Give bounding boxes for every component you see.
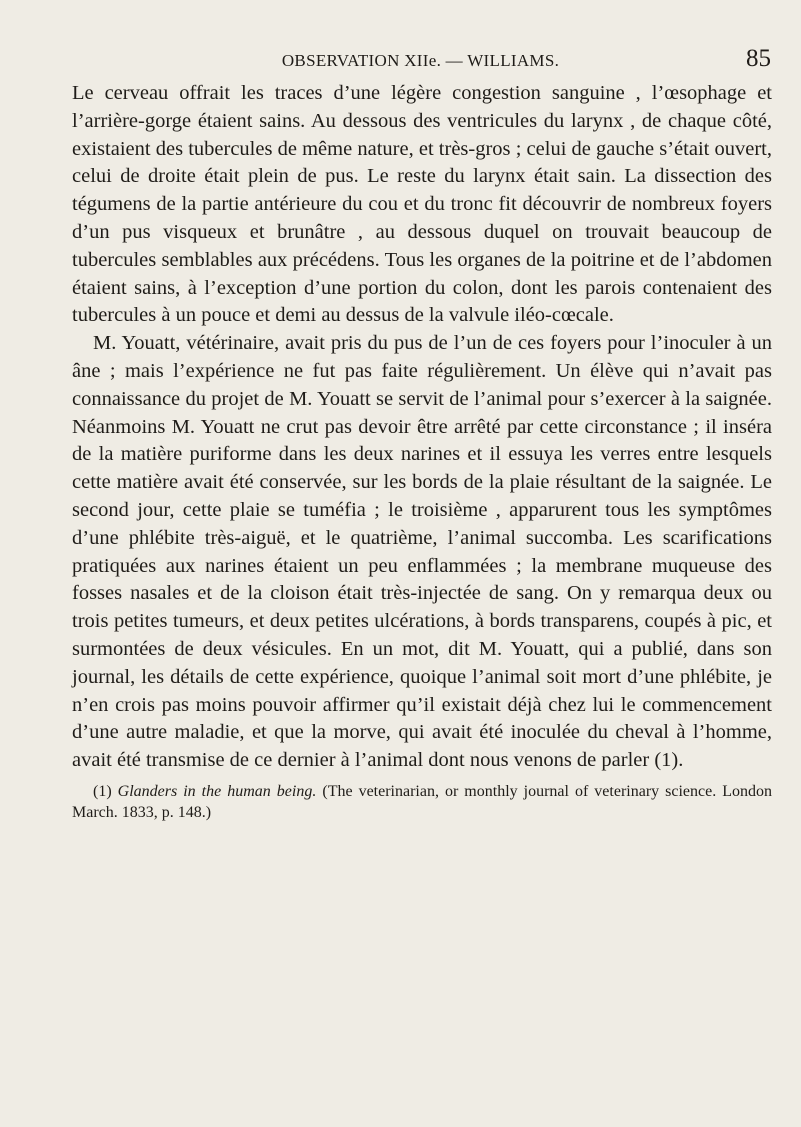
- paragraph-autopsy: Le cerveau offrait les traces d’une légère congestion sanguine , l’œsophage et l’arrière-gorge étaient sains. Au dessous des ventricules du larynx , de chaque côté, existaient des tubercules de même nature, et très-gros ; celui de gauche s’était ouvert, celui de droite était plein de pus. Le reste du larynx était sain. La dissection des tégumens de la partie antérieure du cou et du tronc fit découvrir de nombreux foyers d’un pus visqueux et brunâtre , au dessous duquel on trouvait beaucoup de tubercules semblables aux précédens. Tous les organes de la poitrine et de l’abdomen étaient sains, à l’exception d’une portion du colon, dont les parois contenaient des tubercules à un pouce et demi au dessus de la valvule iléo-cœcale.: [72, 82, 772, 327]
- running-head: [70, 45, 771, 73]
- footnote-reference: (The veterinarian, or monthly journal of veterinary science. London March. 1833, p. 148.): [72, 782, 773, 821]
- footnote: [72, 781, 772, 823]
- footnote-title: Glanders in the human being.: [117, 782, 317, 800]
- page-number: 85: [746, 45, 771, 72]
- running-head-title: OBSERVATION XIIe. — WILLIAMS.: [281, 51, 560, 70]
- body-text: [72, 80, 772, 823]
- paragraph-inoculation: M. Youatt, vétérinaire, avait pris du pus de l’un de ces foyers pour l’inoculer à un âne ; mais l’expérience ne fut pas faite régulièrement. Un élève qui n’avait pas connaissance du projet de M. Youatt se servit de l’animal pour s’exercer à la saignée. Néanmoins M. Youatt ne crut pas devoir être arrêté par cette circonstance ; il inséra de la matière puriforme dans les deux narines et il essuya les verres entre lesquels cette matière avait été conservée, sur les bords de la plaie résultant de la saignée. Le second jour, cette plaie se tuméfia ; le troisième , apparurent tous les symptômes d’une phlébite très-aiguë, et le quatrième, l’animal succomba. Les scarifications pratiquées aux narines étaient un peu enflammées ; la membrane muqueuse des fosses nasales et de la cloison était très-injectée de sang. On y remarqua deux ou trois petites tumeurs, et deux petites ulcérations, à bords transparens, coupés à pic, et surmontées de deux vésicules. En un mot, dit M. Youatt, qui a publié, dans son journal, les détails de cette expérience, quoique l’animal soit mort d’une phlébite, je n’en crois pas moins pouvoir affirmer qu’il existait déjà chez lui le commencement d’une autre maladie, et que la morve, qui avait été inoculée du cheval à l’homme, avait été transmise de ce dernier à l’animal dont nous venons de parler (1).: [72, 332, 772, 772]
- footnote-marker: (1): [93, 782, 112, 800]
